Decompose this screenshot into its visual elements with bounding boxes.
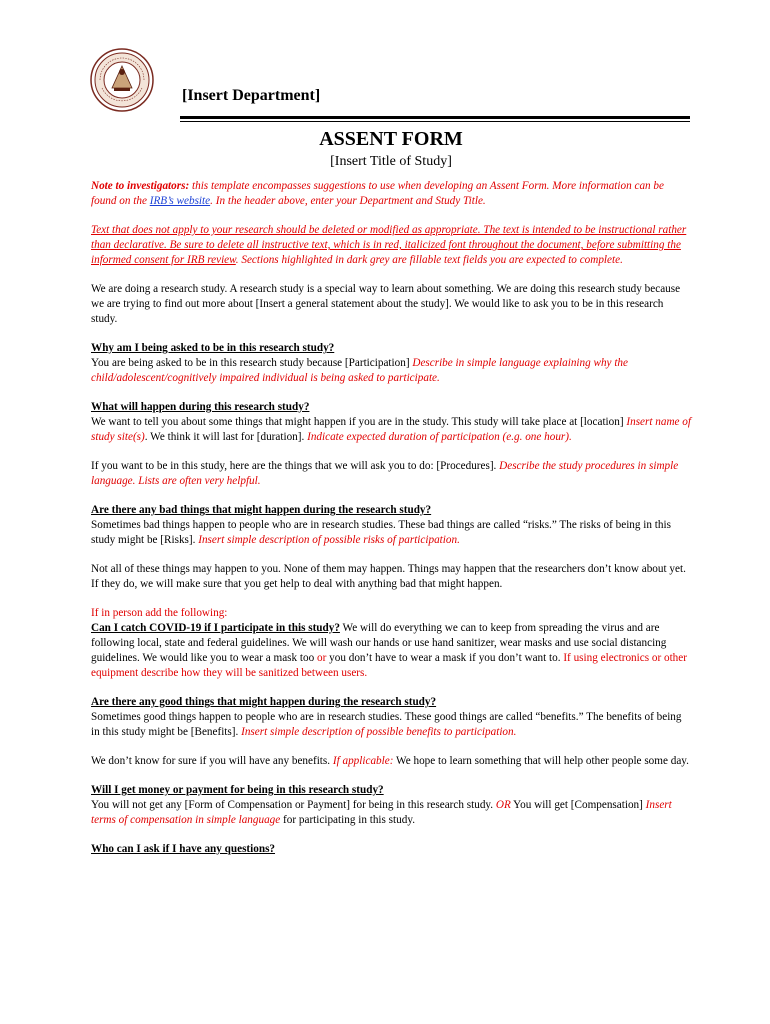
covid-instruction: If using electronics or other equipment describe how they will be sanitized between users. xyxy=(91,652,687,679)
instruction-underlined: Text that does not apply to your research should be deleted or modified as appropriate. The text is intended to be instructional rather than declarative. Be sure to delete all instructive text, which is in red, italicized font throughout the document, before submitting the informed consent for IRB review xyxy=(91,224,687,266)
heading-questions: Who can I ask if I have any questions? xyxy=(91,843,276,855)
heading-bad: Are there any bad things that might happen during the research study? xyxy=(91,504,432,516)
good-instruction: Insert simple description of possible benefits to participation. xyxy=(241,726,517,738)
bad-instruction: Insert simple description of possible risks of participation. xyxy=(198,534,460,546)
covid-intro: If in person add the following: xyxy=(91,607,228,619)
why-text: You are being asked to be in this research study because [Participation] xyxy=(91,357,413,369)
form-body xyxy=(91,128,691,871)
heading-money: Will I get money or payment for being in this research study? xyxy=(91,784,384,796)
section-why xyxy=(91,341,691,386)
heading-good: Are there any good things that might happen during the research study? xyxy=(91,696,437,708)
note-label: Note to investigators: xyxy=(91,180,190,192)
study-title: [Insert Title of Study] xyxy=(330,154,452,169)
procedures-instruction: Describe the study procedures in simple language. Lists are often very helpful. xyxy=(91,460,679,487)
header-rule-thin xyxy=(180,121,690,122)
bad-paragraph-2: Not all of these things may happen to you. None of them may happen. Things may happen that the researchers don’t know about yet. If they do, we will make sure that you get help to deal with anything bad that might happen. xyxy=(91,563,686,590)
instruction-paragraph xyxy=(91,223,691,268)
money-text-2: You will get [Compensation] xyxy=(510,799,646,811)
section-good xyxy=(91,695,691,740)
money-or: OR xyxy=(495,799,511,811)
money-text-1: You will not get any [Form of Compensation or Payment] for being in this research study. xyxy=(91,799,496,811)
note-text-2: . In the header above, enter your Department and Study Title. xyxy=(210,195,486,207)
section-covid xyxy=(91,606,691,681)
procedures-paragraph xyxy=(91,459,691,489)
form-title: ASSENT FORM xyxy=(319,128,463,150)
heading-what: What will happen during this research study? xyxy=(91,401,310,413)
section-what xyxy=(91,400,691,445)
section-bad xyxy=(91,503,691,548)
what-text-2: . We think it will last for [duration]. xyxy=(144,431,308,443)
bad-text: Sometimes bad things happen to people who are in research studies. These bad things are called “risks.” The risks of being in this study might be [Risks]. xyxy=(91,519,671,546)
note-text-1: this template encompasses suggestions to use when developing an Assent Form. More information can be found on the xyxy=(91,180,664,207)
intro-paragraph: We are doing a research study. A research study is a special way to learn about something. We are doing this research study because we are trying to find out more about [Insert a general statement about the study]. We would like to ask you to be in this research study. xyxy=(91,283,681,325)
money-instruction: Insert terms of compensation in simple language xyxy=(91,799,672,826)
irb-website-link[interactable]: IRB’s website xyxy=(149,195,211,207)
procedures-text: If you want to be in this study, here are the things that we will ask you to do: [Procedures]. xyxy=(91,460,500,472)
what-text-1: We want to tell you about some things that might happen if you are in the study. This study will take place at [location] xyxy=(91,416,627,428)
section-questions xyxy=(91,842,691,857)
university-seal-logo xyxy=(90,48,154,112)
note-to-investigators xyxy=(91,179,691,209)
covid-or: or xyxy=(317,652,327,664)
good-text-2a: We don’t know for sure if you will have any benefits. xyxy=(91,755,333,767)
department-header: [Insert Department] xyxy=(182,87,321,104)
instruction-rest: . Sections highlighted in dark grey are fillable text fields you are expected to complete. xyxy=(235,254,623,266)
heading-covid: Can I catch COVID-19 if I participate in this study? xyxy=(91,622,340,634)
good-text-2b: We hope to learn something that will help other people some day. xyxy=(393,755,689,767)
heading-why: Why am I being asked to be in this research study? xyxy=(91,342,335,354)
good-paragraph-2 xyxy=(91,754,691,769)
money-text-3: for participating in this study. xyxy=(280,814,415,826)
header-rule-thick xyxy=(180,116,690,119)
good-applicable: If applicable: xyxy=(332,755,394,767)
what-instruction-2: Indicate expected duration of participation (e.g. one hour). xyxy=(307,431,572,443)
why-instruction: Describe in simple language explaining why the child/adolescent/cognitively impaired individual is being asked to participate. xyxy=(91,357,628,384)
covid-text-1: We will do everything we can to keep from spreading the virus and are following local, state and federal guidelines. We will wash our hands or use hand sanitizer, wear masks and use social distancing guidelines. We would like you to wear a mask too xyxy=(91,622,667,664)
what-instruction-1: Insert name of study site(s) xyxy=(91,416,692,443)
covid-text-2: you don’t have to wear a mask if you don’t want to. xyxy=(326,652,564,664)
section-money xyxy=(91,783,691,828)
good-text: Sometimes good things happen to people who are in research studies. These good things are called “benefits.” The benefits of being in this study might be [Benefits]. xyxy=(91,711,682,738)
